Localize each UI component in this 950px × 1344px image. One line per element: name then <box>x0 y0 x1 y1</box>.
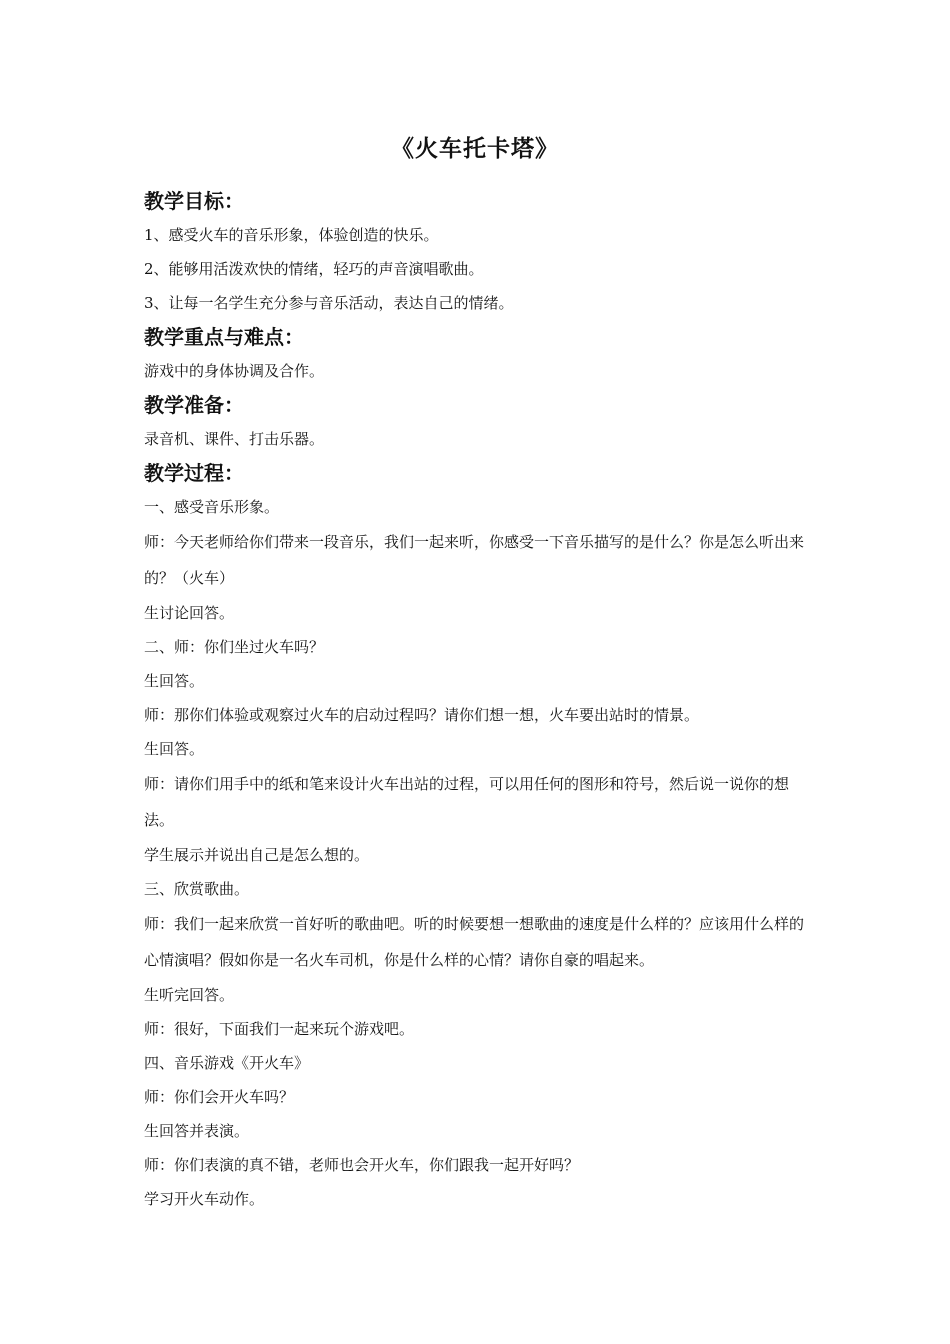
document-body <box>144 184 810 1216</box>
paragraph: 生讨论回答。 <box>144 604 235 622</box>
section-heading-process: 教学过程： <box>144 461 244 485</box>
paragraph: 游戏中的身体协调及合作。 <box>144 362 325 380</box>
paragraph: 师：那你们体验或观察过火车的启动过程吗？请你们想一想，火车要出站时的情景。 <box>144 706 700 724</box>
paragraph: 学习开火车动作。 <box>144 1190 265 1208</box>
paragraph: 三、欣赏歌曲。 <box>144 880 250 898</box>
section-heading-key-points: 教学重点与难点： <box>144 325 304 349</box>
paragraph: 一、感受音乐形象。 <box>144 498 280 516</box>
paragraph: 师：你们表演的真不错，老师也会开火车，你们跟我一起开好吗？ <box>144 1156 580 1174</box>
paragraph: 四、音乐游戏《开火车》 <box>144 1054 310 1072</box>
paragraph: 录音机、课件、打击乐器。 <box>144 430 325 448</box>
paragraph: 师：你们会开火车吗？ <box>144 1088 295 1106</box>
paragraph: 师：请你们用手中的纸和笔来设计火车出站的过程，可以用任何的图形和符号，然后说一说你的想法。 <box>144 775 790 829</box>
paragraph: 3、让每一名学生充分参与音乐活动，表达自己的情绪。 <box>144 294 514 312</box>
paragraph: 生听完回答。 <box>144 986 235 1004</box>
paragraph: 生回答。 <box>144 740 205 758</box>
section-heading-objectives: 教学目标： <box>144 189 244 213</box>
paragraph: 2、能够用活泼欢快的情绪，轻巧的声音演唱歌曲。 <box>144 260 484 278</box>
section-heading-preparation: 教学准备： <box>144 393 244 417</box>
paragraph: 1、感受火车的音乐形象，体验创造的快乐。 <box>144 226 439 244</box>
paragraph: 生回答。 <box>144 672 205 690</box>
paragraph: 师：很好，下面我们一起来玩个游戏吧。 <box>144 1020 415 1038</box>
paragraph: 生回答并表演。 <box>144 1122 250 1140</box>
paragraph: 学生展示并说出自己是怎么想的。 <box>144 846 370 864</box>
paragraph: 师：今天老师给你们带来一段音乐，我们一起来听，你感受一下音乐描写的是什么？你是怎么听出来的？（火车） <box>144 533 805 587</box>
paragraph: 师：我们一起来欣赏一首好听的歌曲吧。听的时候要想一想歌曲的速度是什么样的？应该用什么样的心情演唱？假如你是一名火车司机，你是什么样的心情？请你自豪的唱起来。 <box>144 915 805 969</box>
document-title: 《火车托卡塔》 <box>391 136 559 162</box>
paragraph: 二、师：你们坐过火车吗？ <box>144 638 325 656</box>
